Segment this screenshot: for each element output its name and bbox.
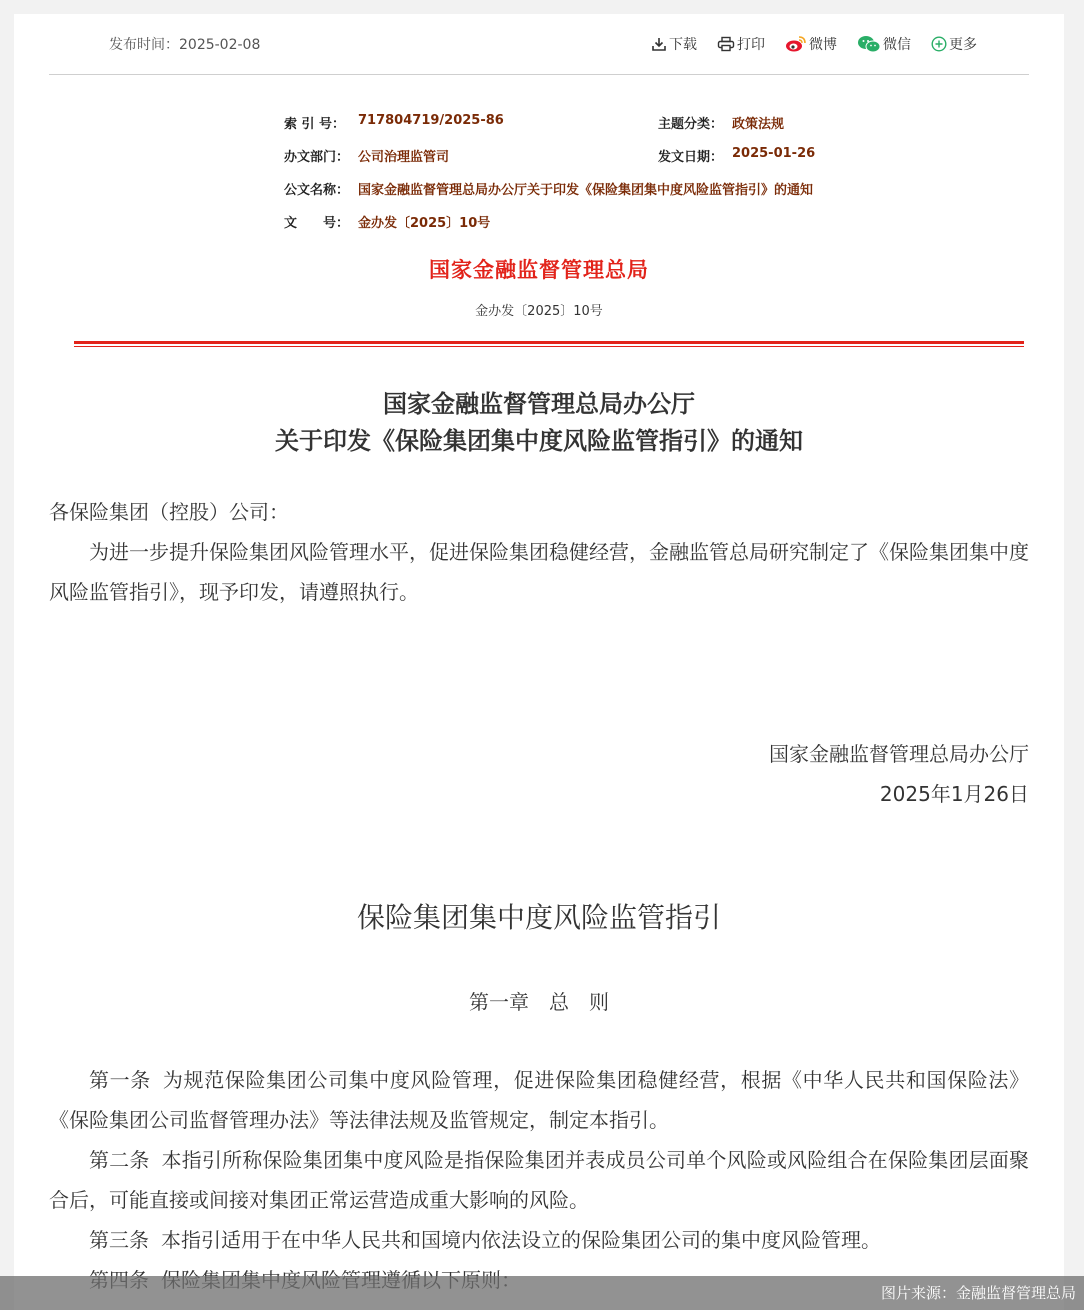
dept-value: 公司治理监管司 [358,150,450,165]
more-share-button[interactable] [931,34,977,54]
red-divider [74,341,1024,347]
signature-org: 国家金融监督管理总局办公厅 [769,742,1029,766]
salutation: 各保险集团（控股）公司： [49,500,289,524]
signature-block [49,734,1029,814]
meta-row [284,139,904,172]
notice-body [49,492,1029,612]
article [49,1060,1029,1140]
index-value: 717804719/2025-86 [358,113,504,128]
article-text: 为规范保险集团公司集中度风险管理，促进保险集团稳健经营，根据《中华人民共和国保险法》《保险集团公司监督管理办法》等法律法规及监管规定，制定本指引。 [49,1068,1030,1132]
article-text: 本指引适用于在中华人民共和国境内依法设立的保险集团公司的集中度风险管理。 [161,1228,881,1252]
wechat-share-button[interactable] [857,34,911,54]
meta-row [284,106,904,139]
category-label: 主题分类： [658,117,724,132]
meta-row [284,205,904,238]
publish-time-value: 2025-02-08 [179,37,261,53]
download-icon [651,36,667,52]
wechat-icon [857,35,881,53]
guideline-title: 保险集团集中度风险监管指引 [356,901,721,934]
more-label: 更多 [949,37,977,53]
article-number: 第三条 [89,1228,149,1252]
weibo-share-button[interactable] [785,34,837,54]
download-label: 下载 [669,37,697,53]
notice-title [14,386,1064,460]
dept-label: 办文部门： [284,150,350,165]
article [49,1140,1029,1220]
index-label: 索 引 号： [284,117,346,132]
top-bar [49,14,1029,75]
weibo-label: 微博 [809,37,837,53]
wechat-label: 微信 [883,37,911,53]
articles [49,1060,1029,1300]
chapter-heading: 第一章 总 则 [469,990,609,1014]
plus-circle-icon [931,36,947,52]
image-caption: 图片来源：金融监督管理总局 [0,1276,1084,1310]
meta-row [284,172,904,205]
date-value: 2025-01-26 [732,146,816,161]
publish-time-label: 发布时间： [109,37,179,53]
notice-title-line2: 关于印发《保险集团集中度风险监管指引》的通知 [275,427,803,455]
doc-number-label: 文 号： [284,216,350,231]
weibo-icon [785,35,807,53]
notice-paragraph: 为进一步提升保险集团风险管理水平，促进保险集团稳健经营，金融监管总局研究制定了《保险集团集中度风险监管指引》，现予印发，请遵照执行。 [49,540,1029,604]
article [49,1220,1029,1260]
document-metadata [284,106,904,238]
printer-icon [717,36,735,52]
download-button[interactable] [651,34,697,54]
doc-name-label: 公文名称： [284,183,350,198]
date-label: 发文日期： [658,150,724,165]
category-value: 政策法规 [732,117,785,132]
signature-date: 2025年1月26日 [879,782,1029,806]
doc-number-value: 金办发〔2025〕10号 [358,216,491,231]
letterhead-doc-number: 金办发〔2025〕10号 [475,304,603,319]
print-button[interactable] [717,34,765,54]
document-page [14,14,1064,1310]
article-number: 第二条 [89,1148,150,1172]
notice-title-line1: 国家金融监督管理总局办公厅 [383,390,695,418]
doc-name-value: 国家金融监督管理总局办公厅关于印发《保险集团集中度风险监管指引》的通知 [358,183,814,198]
article-number: 第一条 [89,1068,151,1092]
publish-time [109,34,260,54]
issuer-heading: 国家金融监督管理总局 [429,258,649,282]
article-text: 本指引所称保险集团集中度风险是指保险集团并表成员公司单个风险或风险组合在保险集团层面聚合后，可能直接或间接对集团正常运营造成重大影响的风险。 [49,1148,1030,1212]
share-actions [651,34,977,54]
print-label: 打印 [737,37,765,53]
